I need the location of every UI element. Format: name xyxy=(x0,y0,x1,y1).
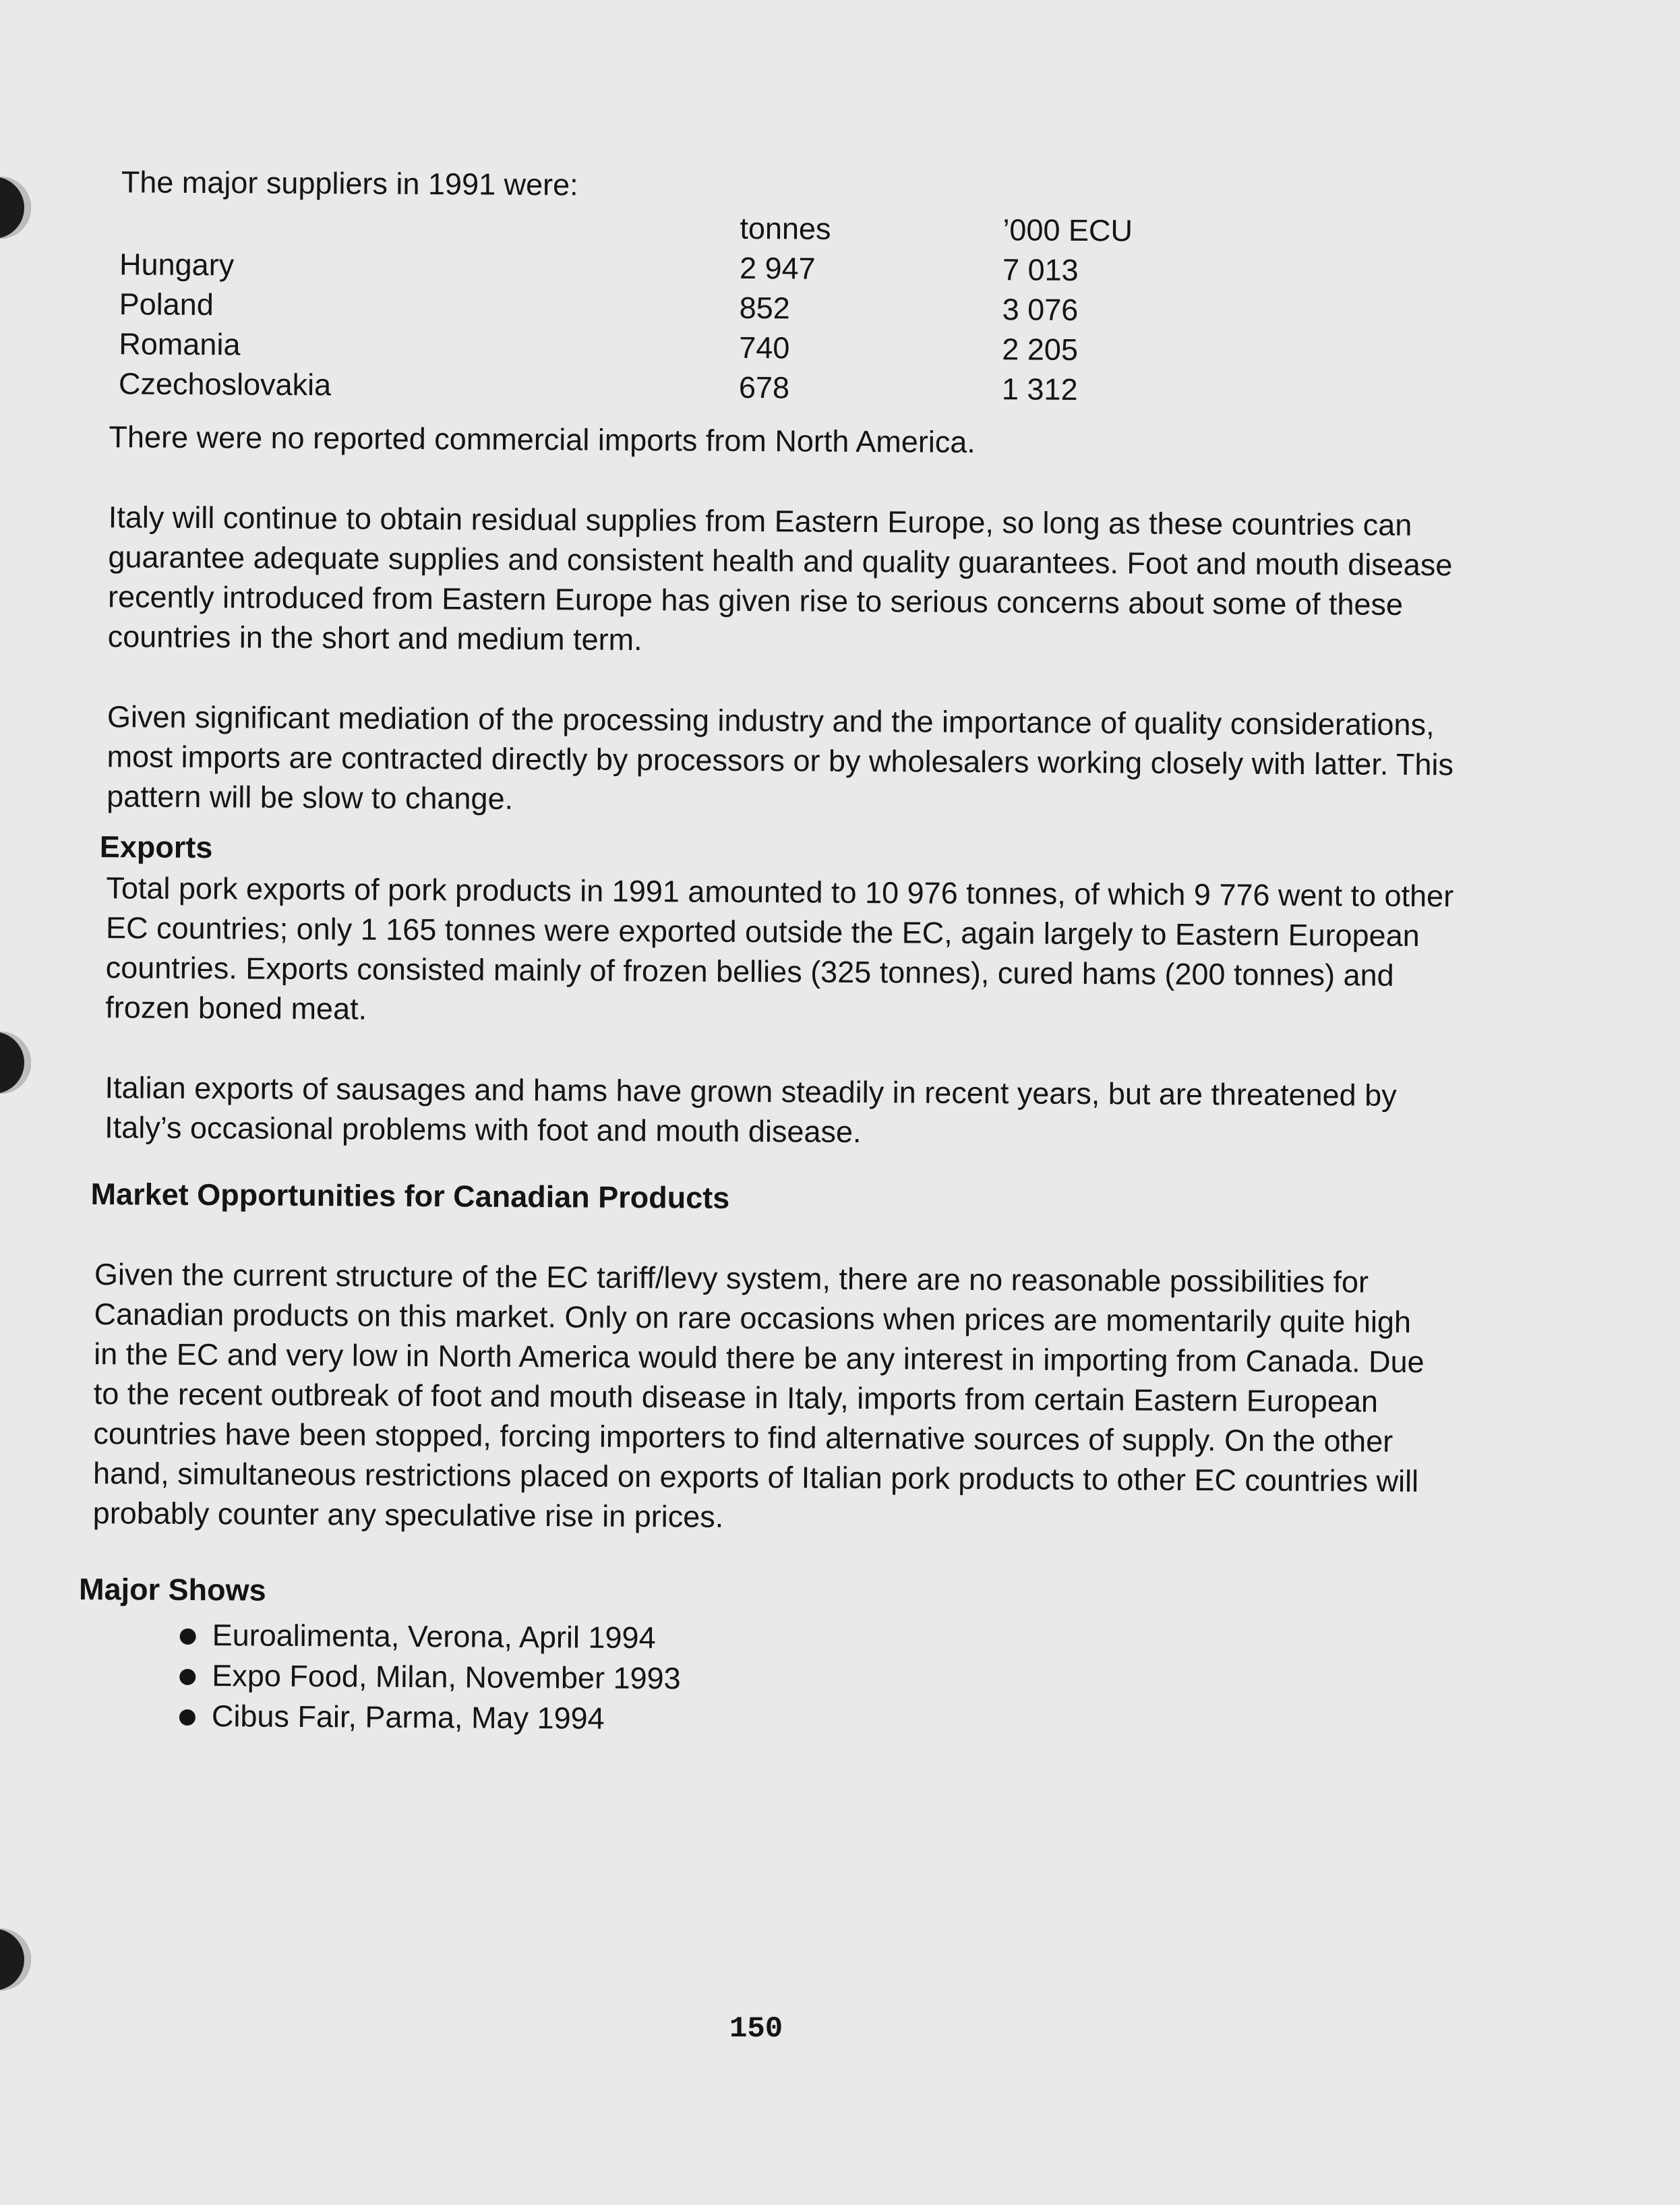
exports-paragraph-1: Total pork exports of pork products in 1991 amounted to 10 976 tonnes, of which 9 776 went to other EC countries; only 1 165 tonnes were exported outside the EC, again largely to Eastern European countries. Exports consisted mainly of frozen bellies (325 tonnes), cured hams (200 tonnes) and frozen boned meat. xyxy=(105,871,1454,1026)
list-item: Expo Food, Milan, November 1993 xyxy=(179,1655,1480,1704)
exports-heading: Exports xyxy=(99,829,213,865)
market-opportunities-paragraph: Given the current structure of the EC tariff/levy system, there are no reasonable possibilities for Canadian products on this market. Only on rare occasions when prices are momentarily quite high in the EC and very low in North America would there be any interest in importing from Canada. Due to the recent outbreak of foot and mouth disease in Italy, imports from certain Eastern European countries have been stopped, forcing importers to find alternative sources of supply. On the other hand, simultaneous restrictions placed on exports of Italian pork products to other EC countries will probably counter any speculative rise in prices. xyxy=(92,1257,1424,1534)
country-cell: Hungary xyxy=(119,247,235,283)
no-imports-paragraph: There were no reported commercial imports from North America. xyxy=(109,419,976,460)
table-row xyxy=(119,244,1265,291)
binder-hole-bottom xyxy=(0,1929,31,1991)
suppliers-table xyxy=(119,204,1266,410)
country-cell: Poland xyxy=(119,287,214,322)
page-number: 150 xyxy=(729,2012,783,2046)
table-header-tonnes: tonnes xyxy=(740,210,831,246)
table-header-ecu: ’000 ECU xyxy=(1002,212,1133,248)
ecu-cell: 1 312 xyxy=(1001,372,1078,407)
list-item: Cibus Fair, Parma, May 1994 xyxy=(179,1696,1480,1744)
tonnes-cell: 2 947 xyxy=(739,250,816,286)
suppliers-intro: The major suppliers in 1991 were: xyxy=(121,165,578,202)
binder-hole-top xyxy=(0,177,31,239)
binder-hole-middle xyxy=(0,1032,31,1094)
table-header-country xyxy=(119,204,740,248)
ecu-cell: 2 205 xyxy=(1002,332,1079,367)
table-row xyxy=(119,284,1265,330)
table-row xyxy=(119,324,1265,370)
ecu-cell: 3 076 xyxy=(1002,292,1079,327)
tonnes-cell: 740 xyxy=(739,330,790,365)
page-content xyxy=(78,162,1490,1744)
ecu-cell: 7 013 xyxy=(1002,252,1079,287)
list-item: Euroalimenta, Verona, April 1994 xyxy=(179,1615,1480,1664)
major-shows-heading: Major Shows xyxy=(78,1571,266,1608)
mediation-paragraph: Given significant mediation of the processing industry and the importance of quality considerations, most imports are contracted directly by processors or by wholesalers working closely with latter. This pattern will be slow to change. xyxy=(107,699,1454,816)
table-header-row xyxy=(119,204,1265,251)
major-shows-list xyxy=(179,1615,1481,1744)
country-cell: Czechoslovakia xyxy=(118,366,332,403)
tonnes-cell: 678 xyxy=(738,370,790,405)
exports-paragraph-2: Italian exports of sausages and hams have grown steadily in recent years, but are threatened by Italy’s occasional problems with foot and mouth disease. xyxy=(104,1070,1397,1150)
tonnes-cell: 852 xyxy=(739,290,790,326)
table-row xyxy=(119,363,1265,410)
country-cell: Romania xyxy=(119,326,241,362)
residual-supplies-paragraph: Italy will continue to obtain residual supplies from Eastern Europe, so long as these countries can guarantee adequate supplies and consistent health and quality guarantees. Foot and mouth disease recently introduced from Eastern Europe has given rise to serious concerns about some of these countries in the short and medium term. xyxy=(107,500,1453,657)
market-opportunities-heading: Market Opportunities for Canadian Products xyxy=(90,1177,730,1215)
